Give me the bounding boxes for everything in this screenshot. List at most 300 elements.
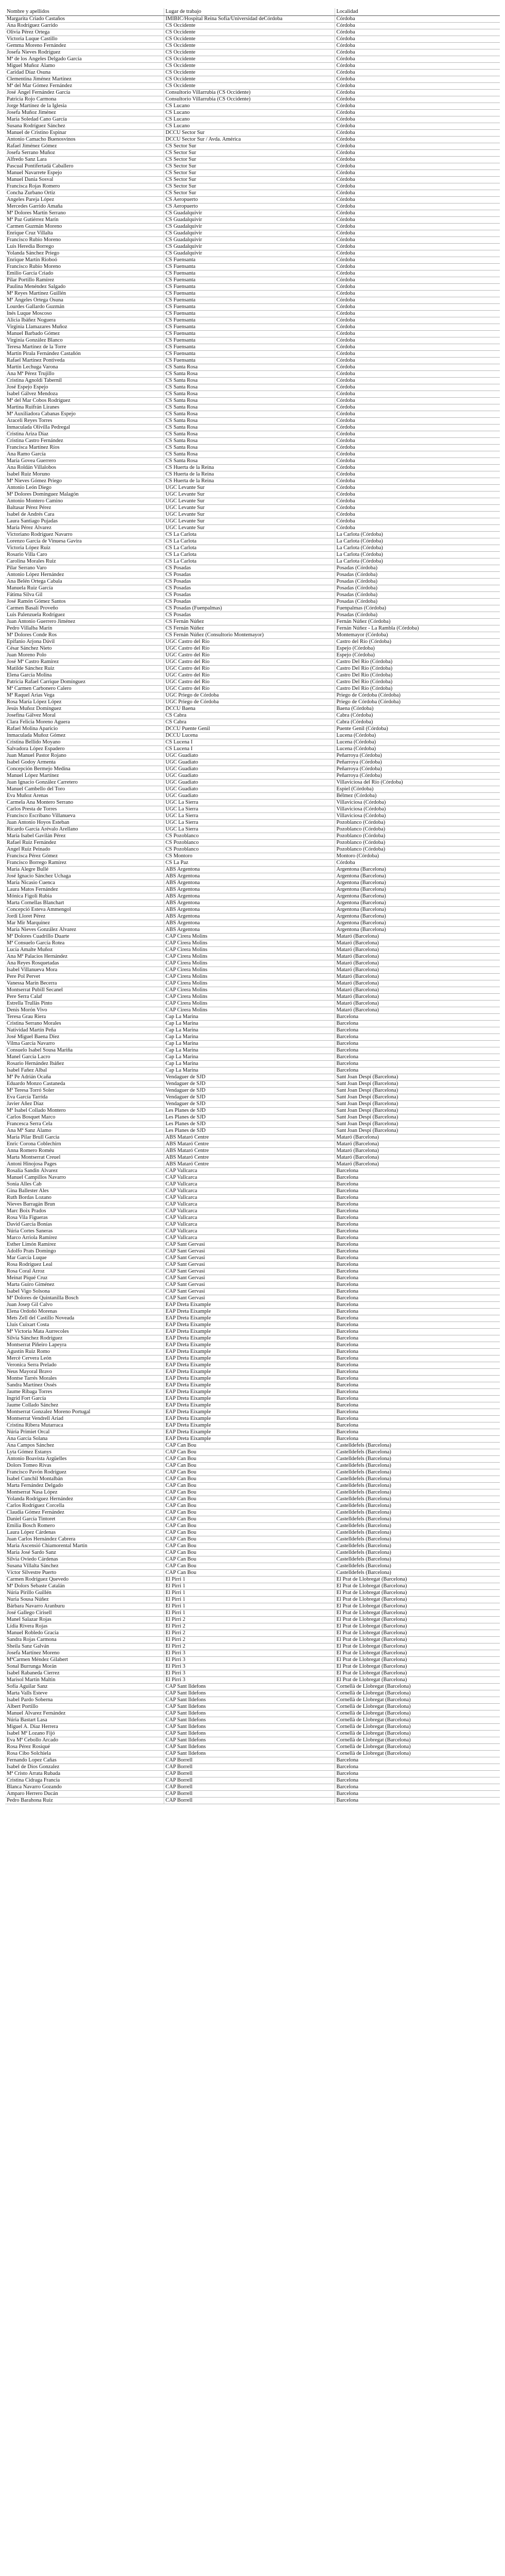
cell-name: Rosalía Sandin Álvarez bbox=[5, 1168, 164, 1175]
cell-workplace: UGC Castro del Río bbox=[164, 652, 335, 659]
cell-name: Ana Mª Sanz Álamo bbox=[5, 1128, 164, 1134]
cell-name: Cristina Ariza Díaz bbox=[5, 431, 164, 438]
cell-name: Jaume Ribaga Torres bbox=[5, 1389, 164, 1396]
cell-locality: Cornellà de Llobregat (Barcelona) bbox=[335, 1737, 500, 1744]
cell-name: Ana Rodríguez Garrido bbox=[5, 23, 164, 29]
cell-name: Mercè Cervera León bbox=[5, 1355, 164, 1362]
table-row bbox=[5, 1376, 500, 1382]
cell-name: Lucía Amalte Muñoz bbox=[5, 947, 164, 954]
cell-locality: Castelldefels (Barcelona) bbox=[335, 1543, 500, 1550]
cell-workplace: CS Sector Sur bbox=[164, 183, 335, 190]
cell-locality: Sant Joan Despí (Barcelona) bbox=[335, 1108, 500, 1114]
table-row bbox=[5, 1208, 500, 1215]
table-row bbox=[5, 485, 500, 492]
table-row bbox=[5, 1034, 500, 1041]
cell-name: Teresa Grau Riera bbox=[5, 1014, 164, 1021]
table-row bbox=[5, 599, 500, 605]
table-row bbox=[5, 431, 500, 438]
cell-workplace: CS La Carlota bbox=[164, 545, 335, 552]
cell-name: Inmaculada Muñoz Gómez bbox=[5, 733, 164, 739]
cell-locality: Córdoba bbox=[335, 157, 500, 163]
cell-locality: Córdoba bbox=[335, 16, 500, 23]
cell-workplace: CS Fuensanta bbox=[164, 351, 335, 358]
cell-locality: El Prat de Llobregat (Barcelona) bbox=[335, 1630, 500, 1637]
cell-locality: Barcelona bbox=[335, 1061, 500, 1067]
cell-workplace: CS Fuensanta bbox=[164, 291, 335, 297]
cell-locality: Castro Del Río (Córdoba) bbox=[335, 666, 500, 672]
cell-locality: Barcelona bbox=[335, 1067, 500, 1074]
table-row bbox=[5, 1744, 500, 1751]
cell-workplace: CAP Vallcarca bbox=[164, 1195, 335, 1201]
cell-locality: Cornellà de Llobregat (Barcelona) bbox=[335, 1744, 500, 1751]
cell-locality: Barcelona bbox=[335, 1777, 500, 1784]
table-row bbox=[5, 1503, 500, 1510]
cell-workplace: Cap La Marina bbox=[164, 1054, 335, 1061]
table-row bbox=[5, 1704, 500, 1710]
cell-locality: Argentona (Barcelona) bbox=[335, 900, 500, 907]
table-row bbox=[5, 210, 500, 217]
cell-locality: Barcelona bbox=[335, 1771, 500, 1777]
cell-workplace: El Pirri 3 bbox=[164, 1650, 335, 1657]
table-row bbox=[5, 532, 500, 538]
table-row bbox=[5, 1617, 500, 1623]
cell-name: Margarita Criado Castaños bbox=[5, 16, 164, 23]
table-row bbox=[5, 418, 500, 425]
cell-workplace: El Pirri 1 bbox=[164, 1597, 335, 1603]
cell-name: Ana Roldán Villalobos bbox=[5, 465, 164, 471]
cell-name: Isabel Vigo Solsona bbox=[5, 1289, 164, 1295]
cell-name: Jaume Collado Sánchez bbox=[5, 1402, 164, 1409]
table-row bbox=[5, 947, 500, 954]
table-row bbox=[5, 1590, 500, 1597]
cell-name: Blanca Navarro Gozando bbox=[5, 1784, 164, 1791]
table-row bbox=[5, 625, 500, 632]
cell-name: Rosario Hernández Ibáñez bbox=[5, 1061, 164, 1067]
cell-locality: Córdoba bbox=[335, 29, 500, 36]
cell-locality: Lucena (Córdoba) bbox=[335, 746, 500, 753]
cell-name: Esther Limón Ramírez bbox=[5, 1242, 164, 1248]
cell-workplace: CAP Borrell bbox=[164, 1764, 335, 1771]
table-row bbox=[5, 1322, 500, 1329]
cell-workplace: Cap La Marina bbox=[164, 1067, 335, 1074]
table-row bbox=[5, 960, 500, 967]
table-row bbox=[5, 579, 500, 585]
cell-name: Mª del Mar Gómez Fernández bbox=[5, 83, 164, 90]
cell-locality: Sant Joan Despí (Barcelona) bbox=[335, 1074, 500, 1081]
cell-name: Montserrat Pubill Secanel bbox=[5, 987, 164, 994]
cell-name: Francisco Escribano Villanueva bbox=[5, 813, 164, 820]
cell-locality: Argentona (Barcelona) bbox=[335, 873, 500, 880]
cell-workplace: UGC Guadiato bbox=[164, 786, 335, 793]
table-row bbox=[5, 143, 500, 150]
table-row bbox=[5, 284, 500, 291]
cell-name: Cristina Cidraga Francia bbox=[5, 1777, 164, 1784]
cell-locality: Córdoba bbox=[335, 337, 500, 344]
cell-locality: Córdoba bbox=[335, 384, 500, 391]
table-row bbox=[5, 1141, 500, 1148]
cell-workplace: CAP Sant Ildefons bbox=[164, 1697, 335, 1704]
cell-name: Patricia Rojo Carmona bbox=[5, 96, 164, 103]
table-row bbox=[5, 217, 500, 224]
table-row bbox=[5, 1041, 500, 1047]
cell-name: Montse Tarrés Morales bbox=[5, 1376, 164, 1382]
table-row bbox=[5, 773, 500, 779]
cell-name: Jordi Lloret Pérez bbox=[5, 913, 164, 920]
cell-workplace: CAP Sant Gervasi bbox=[164, 1242, 335, 1248]
cell-workplace: CS Guadalquivir bbox=[164, 217, 335, 224]
cell-locality: La Carlota (Córdoba) bbox=[335, 532, 500, 538]
table-row bbox=[5, 565, 500, 572]
cell-locality: Barcelona bbox=[335, 1322, 500, 1329]
table-row bbox=[5, 1409, 500, 1416]
cell-locality: Mataró (Barcelona) bbox=[335, 1001, 500, 1007]
cell-workplace: CS Guadalquivir bbox=[164, 224, 335, 230]
table-row bbox=[5, 1007, 500, 1014]
table-row bbox=[5, 1583, 500, 1590]
table-row bbox=[5, 1362, 500, 1369]
cell-locality: Mataró (Barcelona) bbox=[335, 940, 500, 947]
table-row bbox=[5, 793, 500, 800]
cell-locality: Córdoba bbox=[335, 197, 500, 204]
cell-locality: Villaviciosa (Córdoba) bbox=[335, 813, 500, 820]
cell-locality: Barcelona bbox=[335, 1041, 500, 1047]
cell-name: Mª Dolores de Quintanilla Bosch bbox=[5, 1295, 164, 1302]
cell-locality: Castelldefels (Barcelona) bbox=[335, 1483, 500, 1489]
cell-name: Miguel A. Díaz Herrera bbox=[5, 1724, 164, 1731]
cell-workplace: ABS Mataró Centre bbox=[164, 1148, 335, 1155]
cell-locality: Córdoba bbox=[335, 190, 500, 197]
table-row bbox=[5, 940, 500, 947]
cell-name: Antonio Montero Camino bbox=[5, 498, 164, 505]
cell-workplace: UGC La Sierra bbox=[164, 820, 335, 826]
table-row bbox=[5, 317, 500, 324]
cell-locality: Barcelona bbox=[335, 1027, 500, 1034]
cell-locality: Castro Del Río (Córdoba) bbox=[335, 679, 500, 686]
cell-workplace: EAP Dreta Eixample bbox=[164, 1376, 335, 1382]
cell-locality: Córdoba bbox=[335, 83, 500, 90]
cell-name: Mª Reyes Martínez Guillén bbox=[5, 291, 164, 297]
cell-workplace: ABS Argentona bbox=[164, 913, 335, 920]
cell-workplace: CS La Carlota bbox=[164, 532, 335, 538]
cell-name: Isabel Pardo Soberna bbox=[5, 1697, 164, 1704]
cell-workplace: UGC Priego de Córdoba bbox=[164, 699, 335, 706]
cell-workplace: CAP Sant Gervasi bbox=[164, 1275, 335, 1282]
cell-workplace: EAP Dreta Eixample bbox=[164, 1342, 335, 1349]
table-row bbox=[5, 1710, 500, 1717]
cell-name: Yolanda Rodríguez Hernández bbox=[5, 1496, 164, 1503]
cell-locality: Barcelona bbox=[335, 1798, 500, 1804]
cell-name: Mets Zell del Castillo Noveada bbox=[5, 1315, 164, 1322]
table-row bbox=[5, 1563, 500, 1570]
cell-locality: Barcelona bbox=[335, 1376, 500, 1382]
cell-locality: Córdoba bbox=[335, 130, 500, 137]
cell-locality: Córdoba bbox=[335, 404, 500, 411]
column-header-workplace: Lugar de trabajo bbox=[164, 8, 335, 16]
cell-locality: Córdoba bbox=[335, 317, 500, 324]
table-row bbox=[5, 1456, 500, 1463]
cell-locality: Barcelona bbox=[335, 1208, 500, 1215]
cell-name: Mercedes Garrido Amaña bbox=[5, 204, 164, 210]
cell-name: Isabel Villanueva Mora bbox=[5, 967, 164, 974]
cell-name: Rafael Martínez Pontiveda bbox=[5, 358, 164, 364]
table-row bbox=[5, 806, 500, 813]
cell-workplace: CAP Vallcarca bbox=[164, 1222, 335, 1228]
cell-workplace: CS Santa Rosa bbox=[164, 391, 335, 398]
cell-workplace: CAP Can Bou bbox=[164, 1483, 335, 1489]
table-row bbox=[5, 364, 500, 371]
table-row bbox=[5, 538, 500, 545]
cell-name: Marta Cornellas Blanchart bbox=[5, 900, 164, 907]
collaborators-table bbox=[5, 8, 500, 1804]
cell-name: Martina Ruifrán Liranes bbox=[5, 404, 164, 411]
cell-name: Ana Campos Sánchez bbox=[5, 1443, 164, 1449]
table-row bbox=[5, 1349, 500, 1355]
cell-workplace: EAP Dreta Eixample bbox=[164, 1302, 335, 1309]
cell-name: José Miguel Baena Díez bbox=[5, 1034, 164, 1041]
cell-workplace: El Pirri 2 bbox=[164, 1623, 335, 1630]
table-row bbox=[5, 190, 500, 197]
cell-workplace: UGC Castro del Río bbox=[164, 659, 335, 666]
table-row bbox=[5, 1195, 500, 1201]
table-row bbox=[5, 572, 500, 579]
cell-locality: Cornellà de Llobregat (Barcelona) bbox=[335, 1717, 500, 1724]
cell-locality: La Carlota (Córdoba) bbox=[335, 558, 500, 565]
cell-name: Juan Ignacio González Carretero bbox=[5, 779, 164, 786]
cell-workplace: CS Fernán Núñez (Consultorio Montemayor) bbox=[164, 632, 335, 639]
cell-locality: Barcelona bbox=[335, 1791, 500, 1798]
cell-workplace: CS Fuensanta bbox=[164, 270, 335, 277]
cell-locality: Córdoba bbox=[335, 512, 500, 518]
cell-name: Marta Montserrat Creuel bbox=[5, 1155, 164, 1161]
table-row bbox=[5, 900, 500, 907]
cell-name: Marisol Martín Maltin bbox=[5, 1677, 164, 1684]
cell-locality: Posadas (Córdoba) bbox=[335, 592, 500, 599]
cell-name: Victoria Luque Castillo bbox=[5, 36, 164, 43]
table-row bbox=[5, 746, 500, 753]
cell-locality: Córdoba bbox=[335, 860, 500, 867]
cell-workplace: CS Santa Rosa bbox=[164, 445, 335, 451]
cell-workplace: CS Sector Sur bbox=[164, 177, 335, 183]
cell-locality: Córdoba bbox=[335, 358, 500, 364]
cell-locality: El Prat de Llobregat (Barcelona) bbox=[335, 1637, 500, 1643]
table-row bbox=[5, 1510, 500, 1516]
cell-name: Laura Matos Fernández bbox=[5, 887, 164, 893]
cell-locality: Córdoba bbox=[335, 137, 500, 143]
cell-workplace: El Pirri 1 bbox=[164, 1603, 335, 1610]
table-row bbox=[5, 1737, 500, 1744]
cell-locality: Córdoba bbox=[335, 110, 500, 116]
cell-name: Araceli Reyes Torres bbox=[5, 418, 164, 425]
cell-name: Manuel Campillos Navarro bbox=[5, 1175, 164, 1181]
cell-name: Enric Corona Coblechirn bbox=[5, 1141, 164, 1148]
cell-locality: Barcelona bbox=[335, 1014, 500, 1021]
cell-workplace: Cap La Marina bbox=[164, 1061, 335, 1067]
cell-workplace: Cap La Marina bbox=[164, 1041, 335, 1047]
table-row bbox=[5, 110, 500, 116]
cell-workplace: DCCU Baena bbox=[164, 706, 335, 713]
cell-workplace: CS La Carlota bbox=[164, 558, 335, 565]
table-row bbox=[5, 337, 500, 344]
cell-locality: Córdoba bbox=[335, 250, 500, 257]
table-row bbox=[5, 1161, 500, 1168]
cell-workplace: CS Fuensanta bbox=[164, 257, 335, 264]
table-row bbox=[5, 1523, 500, 1530]
cell-locality: Argentona (Barcelona) bbox=[335, 867, 500, 873]
cell-workplace: CS Lucena I bbox=[164, 739, 335, 746]
cell-workplace: CS Fuensanta bbox=[164, 317, 335, 324]
table-row bbox=[5, 478, 500, 485]
cell-workplace: CS Santa Rosa bbox=[164, 378, 335, 384]
cell-workplace: CAP Can Bou bbox=[164, 1563, 335, 1570]
table-row bbox=[5, 873, 500, 880]
cell-name: Estrella Trullàs Pinto bbox=[5, 1001, 164, 1007]
cell-workplace: CAP Can Bou bbox=[164, 1469, 335, 1476]
cell-name: Victoria López Ruiz bbox=[5, 545, 164, 552]
cell-workplace: CAP Sant Gervasi bbox=[164, 1262, 335, 1268]
cell-locality: Córdoba bbox=[335, 264, 500, 270]
cell-locality: Mataró (Barcelona) bbox=[335, 967, 500, 974]
table-row bbox=[5, 76, 500, 83]
table-row bbox=[5, 686, 500, 692]
cell-workplace: EAP Dreta Eixample bbox=[164, 1389, 335, 1396]
cell-workplace: Vendaguer de SJD bbox=[164, 1101, 335, 1108]
cell-workplace: CAP Vallcarca bbox=[164, 1208, 335, 1215]
cell-name: Josefina Gálvez Moral bbox=[5, 713, 164, 719]
table-row bbox=[5, 1516, 500, 1523]
cell-locality: Mataró (Barcelona) bbox=[335, 934, 500, 940]
cell-locality: Mataró (Barcelona) bbox=[335, 1161, 500, 1168]
cell-workplace: CS Guadalquivir bbox=[164, 250, 335, 257]
cell-workplace: UGC La Sierra bbox=[164, 806, 335, 813]
table-row bbox=[5, 1476, 500, 1483]
cell-workplace: CAP Cirera Molins bbox=[164, 1001, 335, 1007]
cell-workplace: ABS Argentona bbox=[164, 900, 335, 907]
cell-name: Dolors Tomeo Rivas bbox=[5, 1463, 164, 1469]
cell-workplace: DCCU Lucena bbox=[164, 733, 335, 739]
cell-workplace: CS Huerta de la Reina bbox=[164, 471, 335, 478]
cell-name: María Isabel Gavilán Pérez bbox=[5, 833, 164, 840]
table-row bbox=[5, 800, 500, 806]
cell-workplace: EAP Dreta Eixample bbox=[164, 1355, 335, 1362]
cell-workplace: ABS Argentona bbox=[164, 880, 335, 887]
cell-workplace: EAP Dreta Eixample bbox=[164, 1309, 335, 1315]
table-row bbox=[5, 1369, 500, 1376]
table-row bbox=[5, 974, 500, 980]
cell-workplace: CAP Vallcarca bbox=[164, 1201, 335, 1208]
cell-workplace: CAP Vallcarca bbox=[164, 1188, 335, 1195]
table-row bbox=[5, 378, 500, 384]
table-row bbox=[5, 545, 500, 552]
cell-name: Mª Ángeles Ortega Osuna bbox=[5, 297, 164, 304]
cell-workplace: ABS Argentona bbox=[164, 873, 335, 880]
cell-name: Mª del Mar Cobos Rodríguez bbox=[5, 398, 164, 404]
cell-name: Juan Manuel Pastor Rojano bbox=[5, 753, 164, 759]
cell-locality: Cabra (Córdoba) bbox=[335, 713, 500, 719]
cell-locality: El Prat de Llobregat (Barcelona) bbox=[335, 1670, 500, 1677]
table-row bbox=[5, 913, 500, 920]
cell-locality: Argentona (Barcelona) bbox=[335, 913, 500, 920]
cell-name: Pilar Portillo Ramírez bbox=[5, 277, 164, 284]
cell-name: Carmela Ana Montero Serrano bbox=[5, 800, 164, 806]
cell-locality: Córdoba bbox=[335, 458, 500, 465]
table-row bbox=[5, 103, 500, 110]
cell-name: Adolfo Prats Domingo bbox=[5, 1248, 164, 1255]
table-row bbox=[5, 311, 500, 317]
table-row bbox=[5, 1771, 500, 1777]
cell-name: Ana Mª Pérez Trujillo bbox=[5, 371, 164, 378]
cell-workplace: CS Fuensanta bbox=[164, 311, 335, 317]
table-row bbox=[5, 1181, 500, 1188]
cell-locality: Córdoba bbox=[335, 431, 500, 438]
table-row bbox=[5, 920, 500, 927]
cell-name: Ricardo García Arévalo Arellano bbox=[5, 826, 164, 833]
cell-name: Manuel López Martínez bbox=[5, 773, 164, 779]
cell-name: Fátima Silva Gil bbox=[5, 592, 164, 599]
cell-name: Alfredo Sanz Lara bbox=[5, 157, 164, 163]
cell-workplace: CAP Cirera Molins bbox=[164, 954, 335, 960]
cell-locality: El Prat de Llobregat (Barcelona) bbox=[335, 1677, 500, 1684]
table-row bbox=[5, 250, 500, 257]
table-row bbox=[5, 1282, 500, 1289]
table-row bbox=[5, 1429, 500, 1436]
cell-name: Mª Dolores Conde Ros bbox=[5, 632, 164, 639]
header-row bbox=[5, 8, 500, 16]
table-row bbox=[5, 277, 500, 284]
cell-workplace: ABS Argentona bbox=[164, 867, 335, 873]
table-row bbox=[5, 1664, 500, 1670]
table-row bbox=[5, 23, 500, 29]
cell-name: Martín Lechuga Varona bbox=[5, 364, 164, 371]
cell-workplace: UGC Guadiato bbox=[164, 766, 335, 773]
cell-locality: Bélmez (Córdoba) bbox=[335, 793, 500, 800]
cell-name: Mª de los Ángeles Delgado García bbox=[5, 56, 164, 63]
cell-workplace: ABS Argentona bbox=[164, 887, 335, 893]
table-row bbox=[5, 1610, 500, 1617]
table-row bbox=[5, 813, 500, 820]
cell-locality: Castelldefels (Barcelona) bbox=[335, 1503, 500, 1510]
cell-locality: Córdoba bbox=[335, 170, 500, 177]
cell-locality: Barcelona bbox=[335, 1402, 500, 1409]
cell-locality: Barcelona bbox=[335, 1047, 500, 1054]
table-row bbox=[5, 1001, 500, 1007]
cell-locality: Córdoba bbox=[335, 76, 500, 83]
cell-locality: Barcelona bbox=[335, 1416, 500, 1422]
cell-name: Ana Reyes Rosquetadas bbox=[5, 960, 164, 967]
cell-locality: Córdoba bbox=[335, 344, 500, 351]
cell-locality: Córdoba bbox=[335, 63, 500, 70]
cell-locality: Córdoba bbox=[335, 224, 500, 230]
table-row bbox=[5, 739, 500, 746]
cell-locality: Barcelona bbox=[335, 1275, 500, 1282]
cell-workplace: CAP Can Bou bbox=[164, 1523, 335, 1530]
cell-name: María Soledad Cano García bbox=[5, 116, 164, 123]
table-row bbox=[5, 270, 500, 277]
cell-workplace: CAP Can Bou bbox=[164, 1543, 335, 1550]
cell-locality: Cornellà de Llobregat (Barcelona) bbox=[335, 1684, 500, 1690]
table-row bbox=[5, 713, 500, 719]
table-row bbox=[5, 1777, 500, 1784]
cell-workplace: CAP Sant Gervasi bbox=[164, 1248, 335, 1255]
table-row bbox=[5, 16, 500, 23]
cell-name: Josefa Nieves Rodríguez bbox=[5, 49, 164, 56]
table-row bbox=[5, 465, 500, 471]
cell-workplace: CS Montoro bbox=[164, 853, 335, 860]
cell-workplace: EAP Dreta Eixample bbox=[164, 1416, 335, 1422]
cell-locality: Peñarroya (Córdoba) bbox=[335, 753, 500, 759]
cell-workplace: CS Guadalquivir bbox=[164, 237, 335, 244]
table-row bbox=[5, 1463, 500, 1469]
cell-locality: Argentona (Barcelona) bbox=[335, 927, 500, 934]
